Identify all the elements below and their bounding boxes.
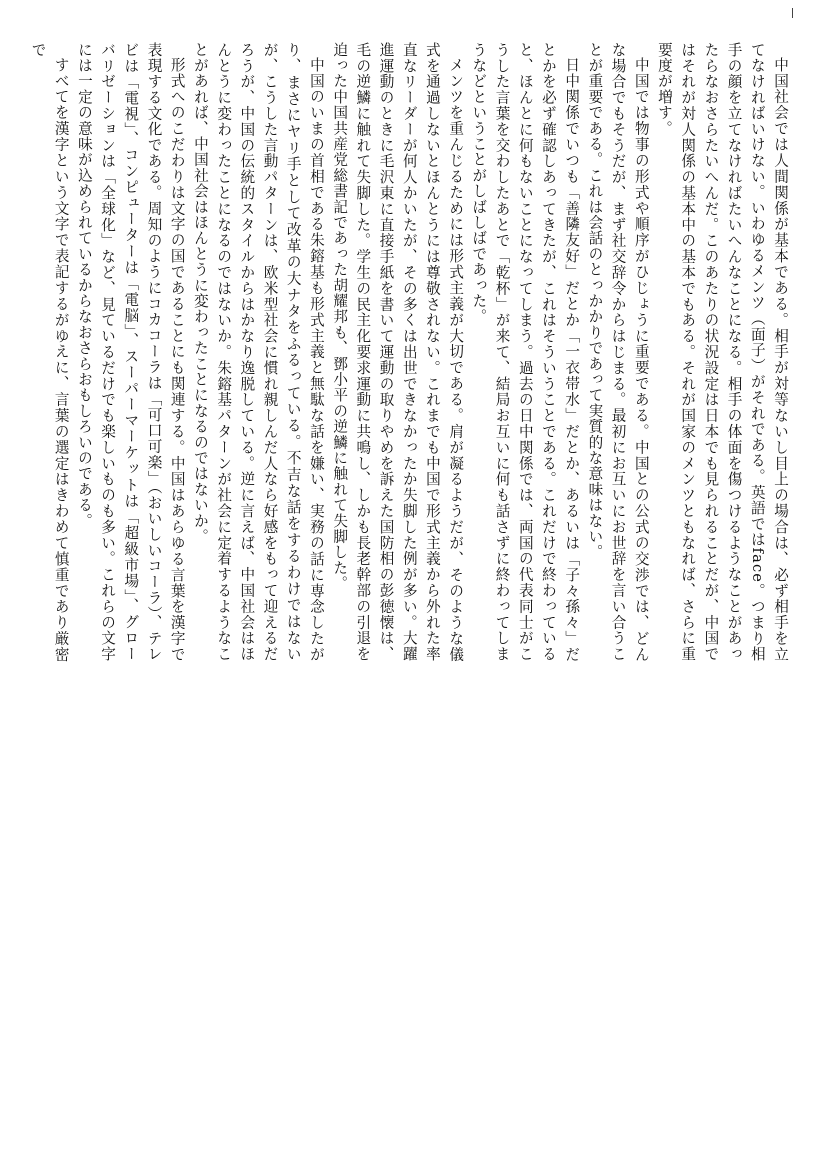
- paragraph-6: 形式へのこだわりは文字の国であることにも関連する。中国はあらゆる言葉を漢字で表現する文化である。周知のようにコカコーラは「可口可楽」（おいしいコーラ）、テレビは「電視」、コンピューターは「電脳」、スーパーマーケットは「超級市場」、グローバリゼーションは「全球化」など、見ているだけでも楽しいものも多い。これらの文字には一定の意味が込められているからなおさらおもしろいのである。: [75, 42, 186, 662]
- paragraph-3: 日中関係でいつも「善隣友好」だとか「一衣帯水」だとか、あるいは「子々孫々」だとかを必ず確認しあってきたが、これはそういうことである。これだけで終わっていると、ほんとに何もないことになってしまう。過去の日中関係では、両国の代表同士がこうした言葉を交わしたあとで「乾杯」が来て、結局お互いに何も話さずに終わってしまうなどということがしばしばであった。: [470, 42, 581, 662]
- paragraph-7: すべてを漢字という文字で表記するがゆえに、言葉の選定はきわめて慎重であり厳密で: [29, 42, 70, 662]
- paragraph-2: 中国では物事の形式や順序がひじょうに重要である。中国との公式の交渉では、どんな場合でもそうだが、まず社交辞令からはじまる。最初にお互いにお世辞を言い合うことが重要である。これは会話のとっかかりであって実質的な意味はない。: [586, 42, 650, 662]
- paragraph-4: メンツを重んじるためには形式主義が大切である。肩が凝るようだが、そのような儀式を通過しないとほんとうには尊敬されない。これまでも中国で形式主義から外れた率直なリーダーが何人かいたが、その多くは出世できなかったか失脚した例が多い。大躍進運動のときに毛沢東に直接手紙を書いて運動の取りやめを訴えた国防相の彭徳懐は、毛の逆鱗に触れて失脚した。学生の民主化要求運動に共鳴し、しかも長老幹部の引退を迫った中国共産党総書記であった胡耀邦も、鄧小平の逆鱗に触れて失脚した。: [331, 42, 465, 662]
- vertical-text-body: [26, 42, 792, 662]
- page-corner-mark: [792, 8, 793, 18]
- paragraph-1: 中国社会では人間関係が基本である。相手が対等ないし目上の場合は、必ず相手を立てなければいけない。いわゆるメンツ（面子）がそれである。英語ではface。つまり相手の顔を立てなければたいへんなことになる。相手の体面を傷つけるようなことがあったらなおさらたいへんだ。このあたりの状況設定は日本でも見られることだが、中国ではそれが対人関係の基本中の基本でもある。それが国家のメンツともなれば、さらに重要度が増す。: [655, 42, 789, 662]
- paragraph-5: 中国のいまの首相である朱鎔基も形式主義と無駄な話を嫌い、実務の話に専念したがり、まさにヤリ手として改革の大ナタをふるっている。不吉な話をするわけではないが、こうした言動パターンは、欧米型社会に慣れ親しんだ人なら好感をもって迎えるだろうが、中国の伝統的スタイルからはかなり逸脱している。逆に言えば、中国社会はほんとうに変わったことになるのではないか。朱鎔基パターンが社会に定着するようなことがあれば、中国社会はほんとうに変わったことになるのではないか。: [191, 42, 325, 662]
